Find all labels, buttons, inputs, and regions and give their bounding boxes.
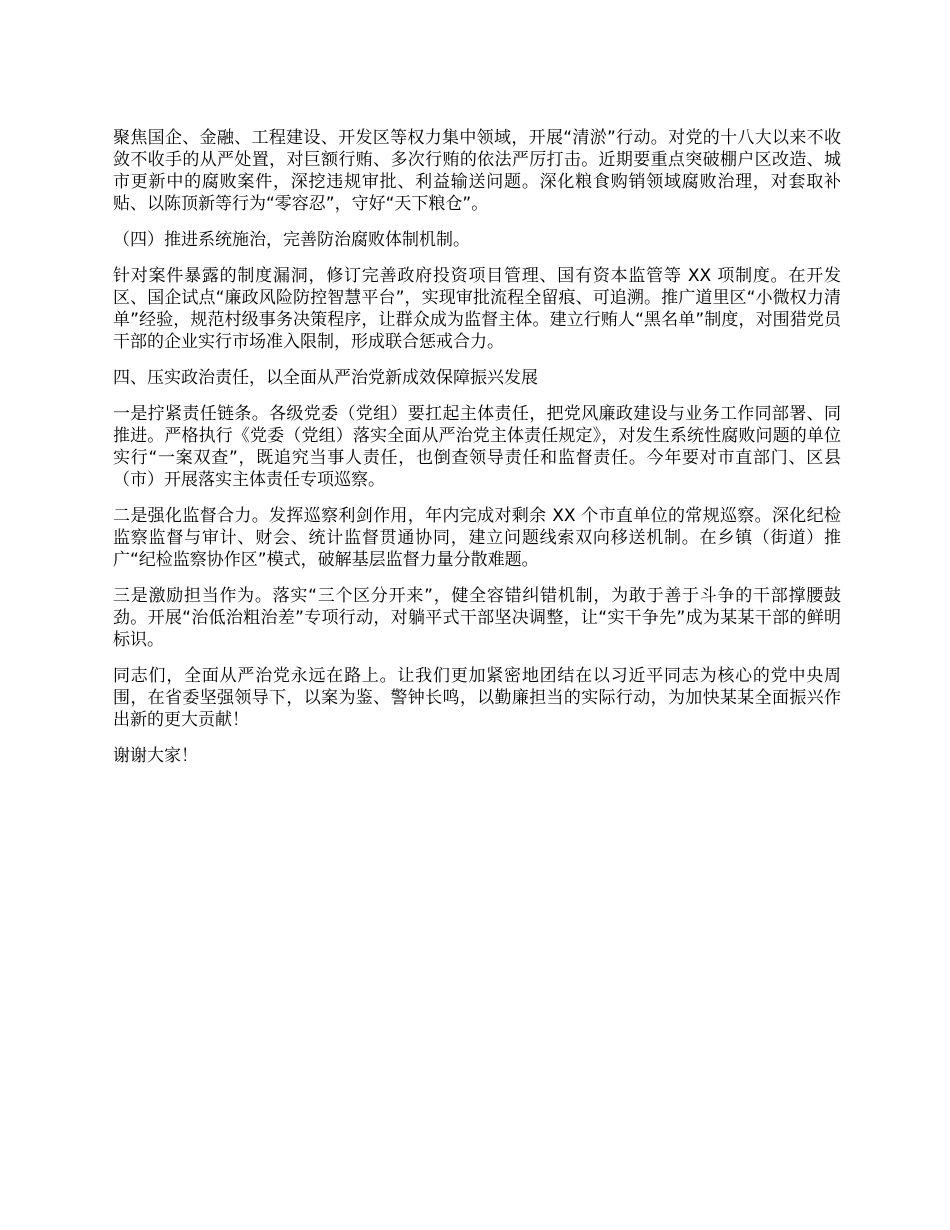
paragraph-supervision-synergy: 二是强化监督合力。发挥巡察利剑作用，年内完成对剩余 XX 个市直单位的常规巡察。深化纪检监察监督与审计、财会、统计监督贯通协同，建立问题线索双向移送机制。在乡镇（街道）推广“纪检监察协作区”模式，破解基层监督力量分散难题。 [113,506,841,570]
section-heading-4: （四）推进系统施治，完善防治腐败体制机制。 [113,230,470,250]
document-body [113,127,841,781]
paragraph-closing-remarks: 同志们，全面从严治党永远在路上。让我们更加紧密地团结在以习近平同志为核心的党中央周围，在省委坚强领导下，以案为鉴、警钟长鸣，以勤廉担当的实际行动，为加快某某全面振兴作出新的更大贡献！ [113,666,841,730]
paragraph-responsibility-chain: 一是拧紧责任链条。各级党委（党组）要扛起主体责任，把党风廉政建设与业务工作同部署、同推进。严格执行《党委（党组）落实全面从严治党主体责任规定》，对发生系统性腐败问题的单位实行“一案双查”，既追究当事人责任，也倒查领导责任和监督责任。今年要对市直部门、区县（市）开展落实主体责任专项巡察。 [113,404,841,490]
paragraph-focus-areas: 聚焦国企、金融、工程建设、开发区等权力集中领域，开展“清淤”行动。对党的十八大以来不收敛不收手的从严处置，对巨额行贿、多次行贿的依法严厉打击。近期要重点突破棚户区改造、城市更新中的腐败案件，深挖违规审批、利益输送问题。深化粮食购销领域腐败治理，对套取补贴、以陈顶新等行为“零容忍”，守好“天下粮仓”。 [113,128,841,214]
paragraph-encourage-action: 三是激励担当作为。落实“三个区分开来”，健全容错纠错机制，为敢于善于斗争的干部撑腰鼓劲。开展“治低治粗治差”专项行动，对躺平式干部坚决调整，让“实干争先”成为某某干部的鲜明标识。 [113,586,841,650]
chapter-heading-4: 四、压实政治责任，以全面从严治党新成效保障振兴发展 [113,368,538,388]
paragraph-institutional-loopholes: 针对案件暴露的制度漏洞，修订完善政府投资项目管理、国有资本监管等 XX 项制度。在开发区、国企试点“廉政风险防控智慧平台”，实现审批流程全留痕、可追溯。推广道里区“小微权力清单”经验，规范村级事务决策程序，让群众成为监督主体。建立行贿人“黑名单”制度，对围猎党员干部的企业实行市场准入限制，形成联合惩戒合力。 [113,266,841,352]
paragraph-thanks: 谢谢大家！ [113,746,198,766]
